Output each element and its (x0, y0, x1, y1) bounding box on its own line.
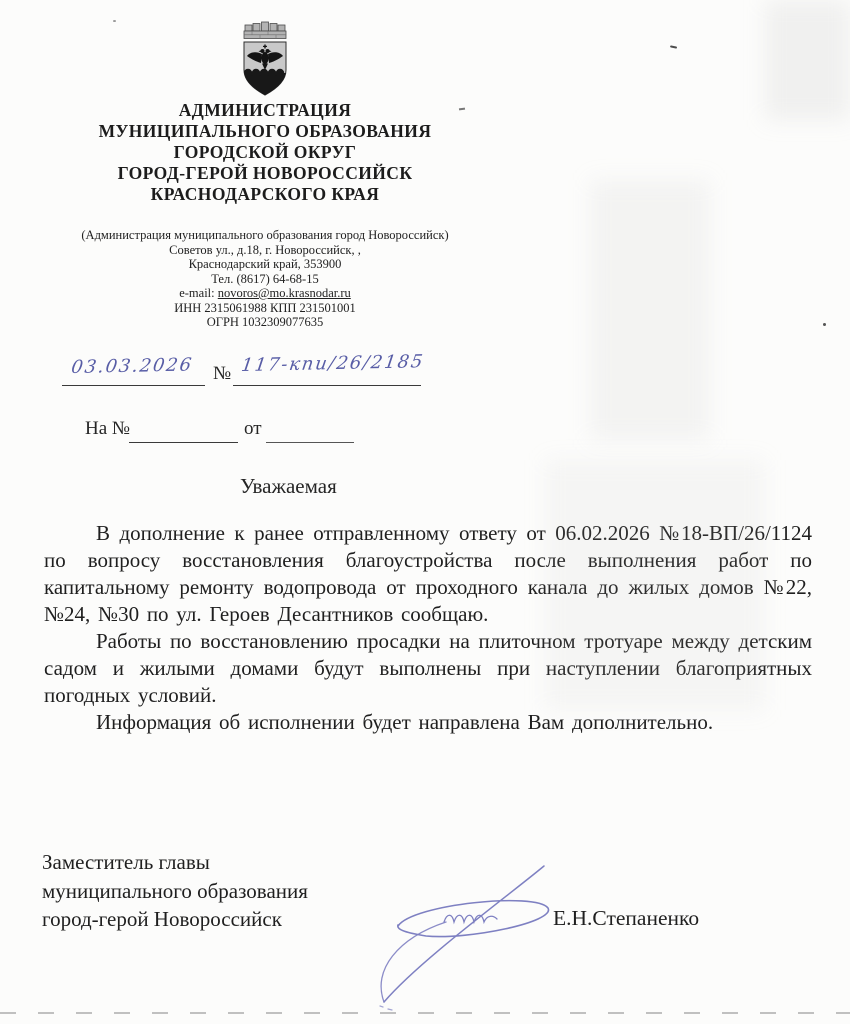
scan-edge-line (0, 1012, 850, 1014)
scan-artifact (765, 0, 850, 120)
address-line: Краснодарский край, 353900 (188, 257, 342, 271)
org-alt-name: (Администрация муниципального образования город Новороссийск) (81, 228, 449, 242)
inn-kpp: ИНН 2315061988 КПП 231501001 (174, 300, 356, 315)
signer-position-line: Заместитель главы (42, 850, 210, 874)
contact-block (45, 228, 485, 330)
ogrn: ОГРН 1032309077635 (206, 315, 324, 329)
greeting: Уважаемая (240, 474, 337, 498)
reply-date-underline (266, 441, 354, 443)
org-name-block (45, 100, 485, 205)
date-underline (62, 384, 205, 386)
signer-position (42, 848, 308, 934)
org-name-line: МУНИЦИПАЛЬНОГО ОБРАЗОВАНИЯ (98, 121, 432, 141)
signature-scribble (358, 852, 578, 1012)
address-line: Советов ул., д.18, г. Новороссийск, , (169, 242, 361, 257)
body-paragraph: Работы по восстановлению просадки на плиточном тротуаре между детским садом и жилыми домами будут выполнены при наступлении благоприятных погодных условий. (44, 629, 812, 707)
org-name-line: АДМИНИСТРАЦИЯ (178, 100, 352, 120)
reply-number-underline (129, 441, 238, 443)
handwritten-doc-number: 117-кпи/26/2185 (240, 351, 426, 376)
signer-position-line: муниципального образования (42, 878, 308, 903)
email-line (45, 286, 485, 301)
org-name-line: ГОРОДСКОЙ ОКРУГ (173, 142, 357, 162)
body-paragraph: В дополнение к ранее отправленному ответу от 06.02.2026 №18-ВП/26/1124 по вопросу восстановления благоустройства после выполнения работ по капитальному ремонту водопровода от проходного канала до жилых домов №22, №24, №30 по ул. Героев Десантников сообщаю. (44, 521, 812, 626)
email-address: novoros@mo.krasnodar.ru (217, 286, 351, 300)
scan-artifact (113, 20, 116, 22)
number-sign: № (213, 363, 232, 384)
handwritten-date: 03.03.2026 (70, 354, 195, 378)
coat-of-arms-emblem (242, 20, 288, 98)
scan-artifact (545, 460, 765, 710)
org-name-line: КРАСНОДАРСКОГО КРАЯ (150, 184, 380, 204)
reply-prefix: На № (85, 418, 131, 439)
reply-from-label: от (244, 418, 262, 439)
scan-artifact (823, 323, 826, 326)
phone: Тел. (8617) 64-68-15 (211, 271, 319, 286)
org-name-line: ГОРОД-ГЕРОЙ НОВОРОССИЙСК (117, 163, 413, 183)
signer-position-line: город-герой Новороссийск (42, 907, 282, 931)
scan-artifact (590, 180, 710, 440)
email-label: e-mail: (179, 286, 215, 300)
scan-artifact (670, 45, 677, 49)
signer-name: Е.Н.Степаненко (553, 906, 700, 930)
number-underline (233, 384, 421, 386)
body-paragraph: Информация об исполнении будет направлена Вам дополнительно. (96, 710, 714, 734)
